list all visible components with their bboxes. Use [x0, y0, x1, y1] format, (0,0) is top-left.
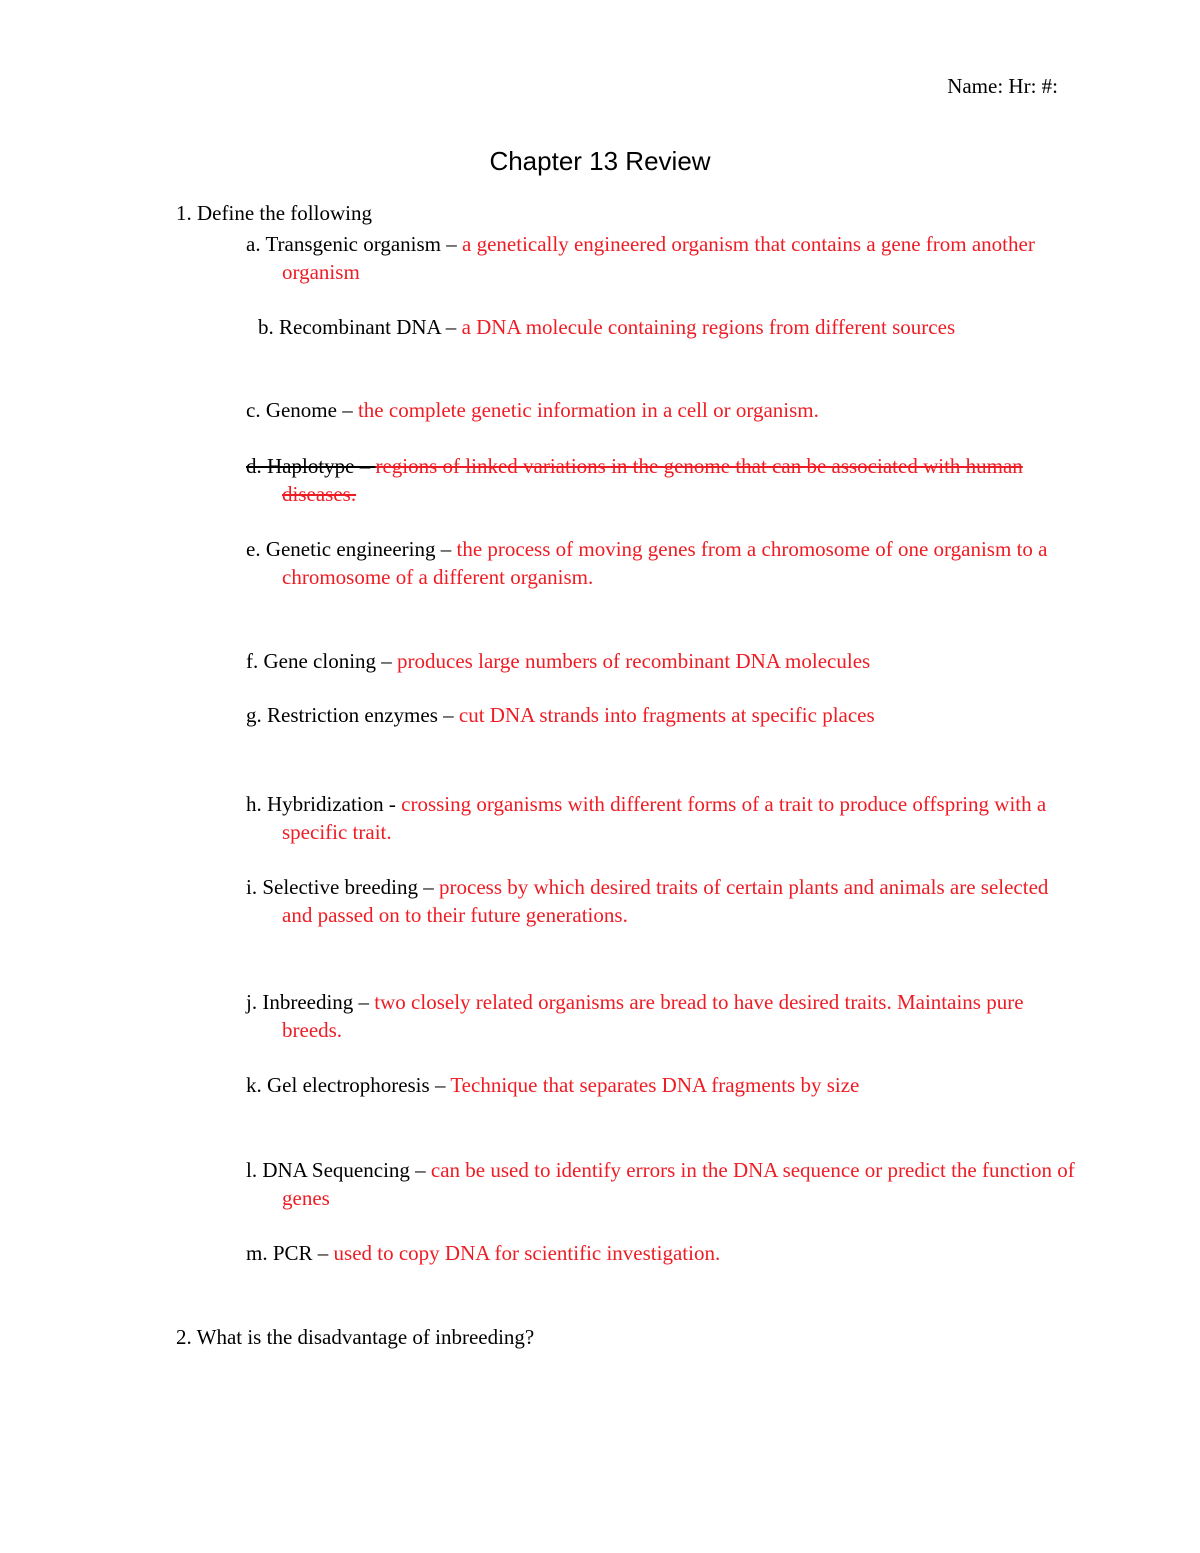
term-label: h. Hybridization - — [246, 792, 402, 816]
term-j — [246, 988, 1076, 1044]
term-m — [246, 1239, 1076, 1267]
term-definition: process by which desired traits of certain plants and animals are selected and passed on to their future generations. — [282, 875, 1049, 927]
term-definition: a genetically engineered organism that contains a gene from another organism — [282, 232, 1035, 284]
term-h — [246, 790, 1076, 846]
term-i — [246, 873, 1076, 929]
page-title: Chapter 13 Review — [489, 146, 711, 176]
term-label: f. Gene cloning – — [246, 649, 398, 673]
term-definition: crossing organisms with different forms of a trait to produce offspring with a specific trait. — [282, 792, 1047, 844]
term-b — [258, 313, 1088, 341]
term-definition: cut DNA strands into fragments at specific places — [458, 703, 875, 727]
term-label: c. Genome – — [246, 398, 358, 422]
term-c — [246, 396, 1076, 424]
term-definition: the process of moving genes from a chromosome of one organism to a chromosome of a different organism. — [282, 537, 1048, 589]
term-k — [246, 1071, 1076, 1099]
term-label: a. Transgenic organism – — [246, 232, 463, 256]
term-label: g. Restriction enzymes – — [246, 703, 459, 727]
term-definition: regions of linked variations in the genome that can be associated with human diseases. — [282, 454, 1023, 506]
name-hour-line: Name: Hr: #: — [947, 74, 1058, 98]
term-label: j. Inbreeding – — [246, 990, 375, 1014]
term-label: b. Recombinant DNA – — [258, 315, 462, 339]
term-label: k. Gel electrophoresis – — [246, 1073, 451, 1097]
term-label: e. Genetic engineering – — [246, 537, 457, 561]
term-definition: Technique that separates DNA fragments by size — [450, 1073, 860, 1097]
term-e — [246, 535, 1076, 591]
question-1-prompt: 1. Define the following — [176, 201, 372, 225]
term-definition: used to copy DNA for scientific investigation. — [333, 1241, 721, 1265]
term-definition: a DNA molecule containing regions from different sources — [461, 315, 956, 339]
term-l — [246, 1156, 1076, 1212]
term-definition: can be used to identify errors in the DNA sequence or predict the function of genes — [282, 1158, 1075, 1210]
term-g — [246, 701, 1076, 729]
term-f — [246, 647, 1076, 675]
question-2-prompt: 2. What is the disadvantage of inbreeding? — [176, 1325, 535, 1349]
term-label: d. Haplotype – — [246, 454, 376, 478]
term-definition: produces large numbers of recombinant DNA molecules — [397, 649, 871, 673]
term-label: l. DNA Sequencing – — [246, 1158, 431, 1182]
term-label: m. PCR – — [246, 1241, 334, 1265]
term-definition: two closely related organisms are bread to have desired traits. Maintains pure breeds. — [282, 990, 1024, 1042]
term-label: i. Selective breeding – — [246, 875, 440, 899]
term-d-struck-out — [246, 452, 1076, 508]
term-definition: the complete genetic information in a cell or organism. — [357, 398, 819, 422]
term-a — [246, 230, 1076, 286]
